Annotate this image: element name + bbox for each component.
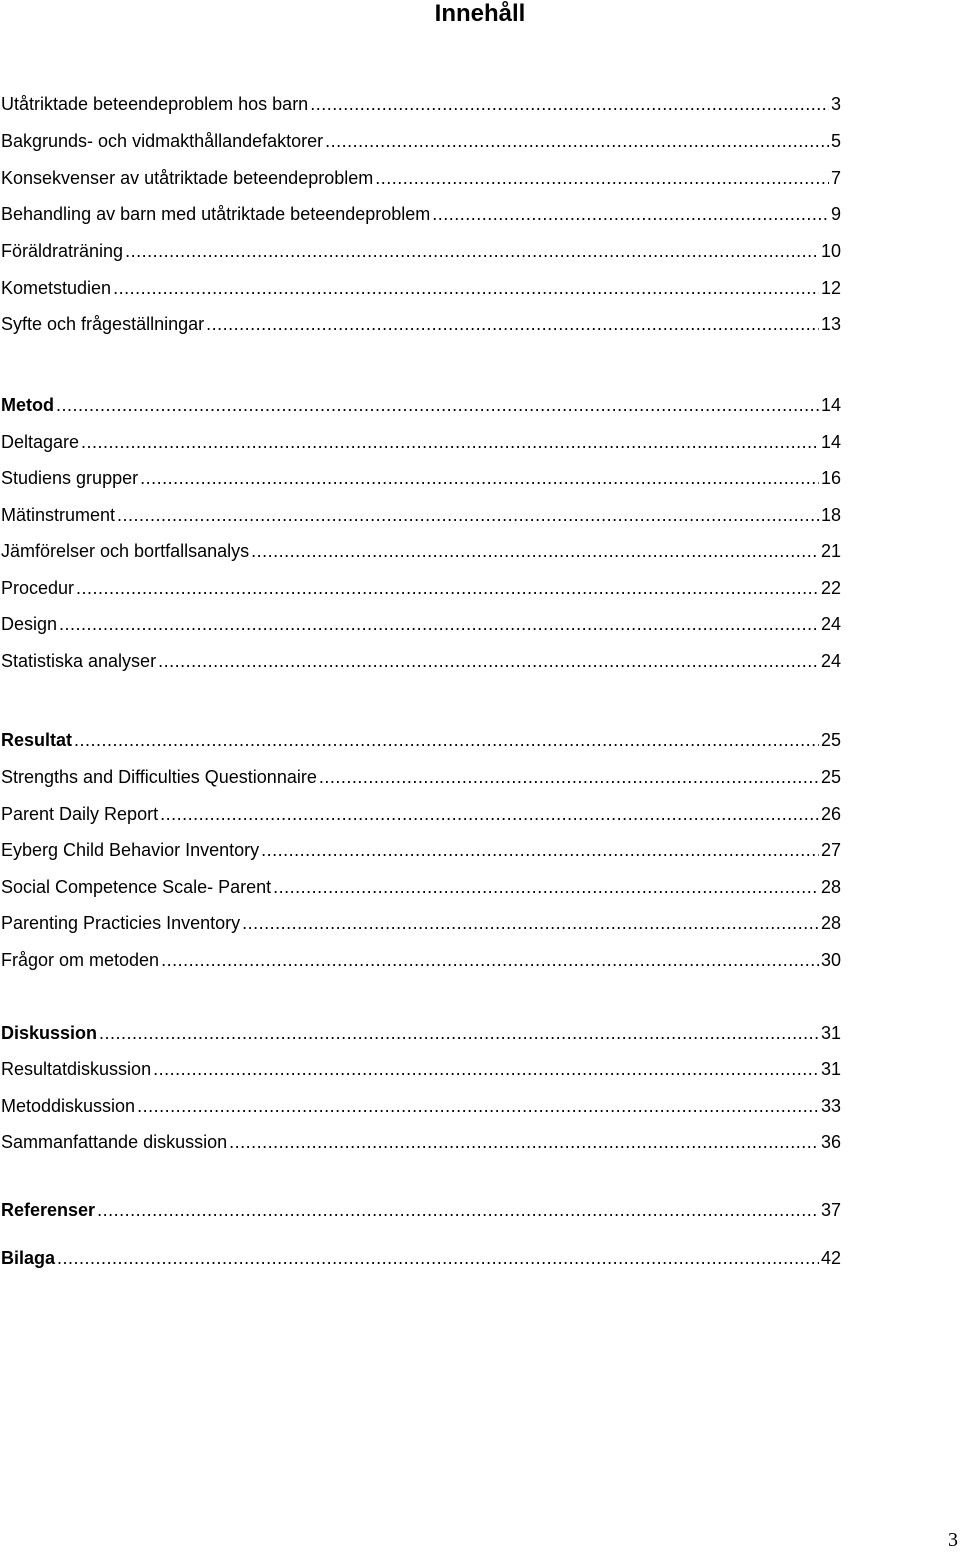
toc-entry-title: Metod xyxy=(1,395,54,415)
toc-entry[interactable] xyxy=(1,948,841,972)
toc-entry-title: Studiens grupper xyxy=(1,468,139,488)
toc-dot-leader xyxy=(325,129,829,153)
toc-dot-leader xyxy=(273,875,819,899)
toc-dot-leader xyxy=(117,503,819,527)
toc-entry-page: 24 xyxy=(820,651,841,671)
toc-dot-leader xyxy=(125,239,819,263)
toc-dot-leader xyxy=(242,911,819,935)
toc-entry-page: 25 xyxy=(820,767,841,787)
toc-entry-title: Syfte och frågeställningar xyxy=(1,314,205,334)
toc-dot-leader xyxy=(161,948,819,972)
toc-entry-page: 31 xyxy=(820,1059,841,1079)
toc-entry-page: 13 xyxy=(820,314,841,334)
toc-entry[interactable] xyxy=(1,166,841,190)
toc-dot-leader xyxy=(81,430,819,454)
toc-dot-leader xyxy=(153,1057,819,1081)
toc-entry-title: Metoddiskussion xyxy=(1,1096,136,1116)
toc-entry-page: 28 xyxy=(820,913,841,933)
toc-entry[interactable] xyxy=(1,802,841,826)
toc-dot-leader xyxy=(319,765,819,789)
toc-entry-page: 37 xyxy=(820,1200,841,1220)
toc-dot-leader xyxy=(261,838,819,862)
toc-entry-title: Resultatdiskussion xyxy=(1,1059,152,1079)
toc-dot-leader xyxy=(113,276,819,300)
toc-entry[interactable] xyxy=(1,1246,841,1270)
page-title: Innehåll xyxy=(434,0,526,27)
toc-entry-title: Bakgrunds- och vidmakthållandefaktorer xyxy=(1,131,324,151)
toc-entry[interactable] xyxy=(1,239,841,263)
toc-entry-title: Procedur xyxy=(1,578,75,598)
toc-dot-leader xyxy=(229,1130,819,1154)
toc-entry-title: Bilaga xyxy=(1,1248,56,1268)
toc-entry[interactable] xyxy=(1,312,841,336)
toc-entry[interactable] xyxy=(1,1021,841,1045)
toc-dot-leader xyxy=(160,802,819,826)
toc-entry-title: Parenting Practicies Inventory xyxy=(1,913,241,933)
toc-entry-title: Design xyxy=(1,614,58,634)
toc-entry-page: 24 xyxy=(820,614,841,634)
toc-entry-page: 36 xyxy=(820,1132,841,1152)
toc-dot-leader xyxy=(74,728,819,752)
toc-entry-page: 30 xyxy=(820,950,841,970)
toc-entry-title: Sammanfattande diskussion xyxy=(1,1132,228,1152)
toc-entry[interactable] xyxy=(1,911,841,935)
toc-entry-title: Social Competence Scale- Parent xyxy=(1,877,272,897)
toc-dot-leader xyxy=(56,393,819,417)
toc-entry[interactable] xyxy=(1,649,841,673)
toc-entry[interactable] xyxy=(1,1130,841,1154)
toc-entry-title: Jämförelser och bortfallsanalys xyxy=(1,541,250,561)
toc-entry-page: 27 xyxy=(820,840,841,860)
toc-entry-title: Behandling av barn med utåtriktade beteendeproblem xyxy=(1,204,431,224)
toc-entry-page: 42 xyxy=(820,1248,841,1268)
toc-entry[interactable] xyxy=(1,276,841,300)
toc-entry[interactable] xyxy=(1,612,841,636)
toc-entry-title: Resultat xyxy=(1,730,73,750)
toc-entry-page: 7 xyxy=(830,168,841,188)
toc-entry-title: Diskussion xyxy=(1,1023,98,1043)
toc-entry-title: Deltagare xyxy=(1,432,80,452)
toc-entry-page: 22 xyxy=(820,578,841,598)
toc-entry[interactable] xyxy=(1,576,841,600)
toc-entry-page: 33 xyxy=(820,1096,841,1116)
toc-entry[interactable] xyxy=(1,393,841,417)
toc-dot-leader xyxy=(76,576,819,600)
toc-entry-page: 9 xyxy=(830,204,841,224)
toc-entry-title: Parent Daily Report xyxy=(1,804,159,824)
toc-entry-page: 10 xyxy=(820,241,841,261)
toc-entry[interactable] xyxy=(1,129,841,153)
toc-dot-leader xyxy=(137,1094,819,1118)
toc-entry-page: 14 xyxy=(820,432,841,452)
toc-entry[interactable] xyxy=(1,430,841,454)
toc-entry-page: 14 xyxy=(820,395,841,415)
toc-dot-leader xyxy=(97,1198,819,1222)
toc-entry[interactable] xyxy=(1,875,841,899)
toc-entry[interactable] xyxy=(1,1094,841,1118)
toc-dot-leader xyxy=(432,202,829,226)
toc-dot-leader xyxy=(99,1021,819,1045)
toc-entry-page: 3 xyxy=(830,94,841,114)
toc-entry[interactable] xyxy=(1,202,841,226)
toc-entry[interactable] xyxy=(1,728,841,752)
toc-entry-page: 25 xyxy=(820,730,841,750)
toc-entry-page: 18 xyxy=(820,505,841,525)
toc-entry-title: Frågor om metoden xyxy=(1,950,160,970)
page-number: 3 xyxy=(948,1529,958,1551)
toc-entry-title: Statistiska analyser xyxy=(1,651,157,671)
toc-entry-page: 31 xyxy=(820,1023,841,1043)
toc-dot-leader xyxy=(140,466,819,490)
toc-entry[interactable] xyxy=(1,503,841,527)
toc-entry-title: Referenser xyxy=(1,1200,96,1220)
toc-dot-leader xyxy=(251,539,819,563)
toc-dot-leader xyxy=(59,612,819,636)
toc-dot-leader xyxy=(310,92,829,116)
toc-entry-title: Eyberg Child Behavior Inventory xyxy=(1,840,260,860)
toc-entry-page: 26 xyxy=(820,804,841,824)
toc-entry[interactable] xyxy=(1,466,841,490)
toc-entry[interactable] xyxy=(1,1198,841,1222)
toc-entry-page: 5 xyxy=(830,131,841,151)
toc-entry-title: Utåtriktade beteendeproblem hos barn xyxy=(1,94,309,114)
toc-entry[interactable] xyxy=(1,539,841,563)
toc-entry-page: 12 xyxy=(820,278,841,298)
toc-entry-title: Mätinstrument xyxy=(1,505,116,525)
toc-entry-title: Konsekvenser av utåtriktade beteendeproblem xyxy=(1,168,374,188)
toc-dot-leader xyxy=(375,166,829,190)
toc-entry[interactable] xyxy=(1,765,841,789)
toc-entry-title: Föräldraträning xyxy=(1,241,124,261)
toc-entry-title: Kometstudien xyxy=(1,278,112,298)
toc-entry-title: Strengths and Difficulties Questionnaire xyxy=(1,767,317,787)
toc-dot-leader xyxy=(57,1246,819,1270)
toc-dot-leader xyxy=(206,312,819,336)
toc-dot-leader xyxy=(158,649,819,673)
toc-entry-page: 16 xyxy=(820,468,841,488)
toc-entry-page: 21 xyxy=(820,541,841,561)
toc-entry[interactable] xyxy=(1,92,841,116)
toc-entry[interactable] xyxy=(1,1057,841,1081)
toc-entry-page: 28 xyxy=(820,877,841,897)
toc-entry[interactable] xyxy=(1,838,841,862)
